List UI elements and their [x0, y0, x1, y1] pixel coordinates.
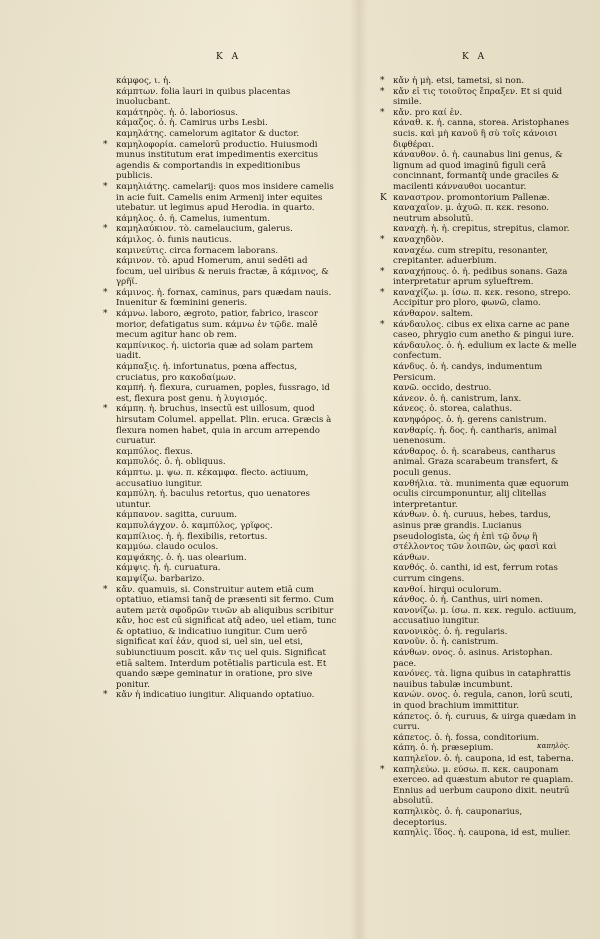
dictionary-entry [393, 637, 577, 648]
dictionary-entry [380, 764, 577, 807]
entry-text: κανηφόρος. ὁ. ἡ. gerens canistrum. [393, 415, 547, 425]
entry-text: καναστρον. promontorium Pallenæ. [393, 192, 550, 203]
margin-mark: * [380, 319, 385, 330]
margin-mark: * [103, 309, 108, 320]
entry-text: καμινεύτις. circa fornacem laborans. [116, 245, 279, 256]
entry-text: κάμπτω. μ. ψω. π. κέκαμφα. flecto. actiuum, accusatiuo iungitur. [116, 467, 309, 489]
dictionary-entry [393, 690, 577, 711]
dictionary-entry [103, 404, 338, 447]
dictionary-entry [393, 447, 577, 479]
entry-text: καναχέω. cum strepitu, resonanter, crepitanter. aduerbium. [393, 245, 548, 267]
entry-text: καμηλάτης. camelorum agitator & ductor. [116, 128, 300, 139]
entry-text: κάνθαρον. saltem. [393, 309, 473, 320]
entry-text: καπηλεῖον. ὁ. ἡ. caupona, id est, taberna. [393, 754, 574, 764]
dictionary-entry [116, 510, 338, 521]
catchword: καπηλὸς. [537, 742, 570, 750]
dictionary-entry [393, 426, 577, 447]
entry-text: καμπίνικος. ἡ. uictoria quæ ad solam partem uadit. [116, 340, 314, 362]
dictionary-entry [116, 532, 338, 543]
entry-text: καμάτηρὸς. ἡ. ὁ. laboriosus. [116, 107, 238, 118]
dictionary-entry [116, 129, 338, 140]
dictionary-entry [116, 246, 338, 257]
dictionary-entry [116, 521, 338, 532]
dictionary-entry [393, 362, 577, 383]
left-column [103, 76, 338, 701]
dictionary-entry [393, 246, 577, 267]
entry-text: καπηλικὸς. ὁ. ἡ. cauponarius, deceptorius. [393, 806, 523, 828]
entry-text: κάμινος. ἡ. fornax, caminus, pars quædam nauis. Inuenitur & fœminini generis. [116, 287, 332, 309]
entry-text: καναχήπους. ὁ. ἡ. pedibus sonans. Gaza interpretatur aprum sylueftrem. [393, 266, 568, 288]
margin-mark: * [103, 287, 108, 298]
entry-text: κἄν εἰ τις τοιοῦτος ἔπραξεν. Et si quid simile. [393, 86, 563, 108]
entry-text: καπηλὶς. ἴδος. ἡ. caupona, id est, mulier. [393, 828, 571, 839]
entry-text: κάνεον. ὁ. ἡ. canistrum, lanx. [393, 393, 522, 404]
dictionary-entry [380, 287, 577, 309]
entry-text: κάμφος, ι. ἡ. [116, 76, 171, 86]
dictionary-entry [116, 457, 338, 468]
dictionary-entry [393, 479, 577, 511]
entry-text: κανονικὸς. ὁ. ἡ. regularis. [393, 626, 508, 637]
dictionary-entry [393, 754, 577, 765]
entry-text: καμμύω. claudo oculos. [116, 542, 219, 553]
margin-mark: * [380, 86, 385, 97]
dictionary-entry [116, 341, 338, 362]
dictionary-entry [393, 383, 577, 394]
entry-text: καπηλεύω. μ. εύσω. π. κεκ. cauponam exerceo. ad quæstum abutor re quapiam. Ennius ad uerbum caupono dixit. neutrū absolutū. [393, 764, 574, 807]
dictionary-entry [116, 118, 338, 129]
margin-mark: * [103, 584, 108, 595]
margin-mark: * [103, 224, 108, 235]
dictionary-entry [116, 553, 338, 564]
dictionary-entry [393, 203, 577, 224]
margin-mark: * [380, 266, 385, 277]
entry-text: κανθήλια. τὰ. munimenta quæ equorum oculis circumponuntur, alij clitellas interpretantur. [393, 478, 569, 510]
entry-text: κάνθων. ὁ. ἡ. curuus, hebes, tardus, asinus præ grandis. Lucianus pseudologista, ὡς ἡ ἐπὶ τῷ ὄνῳ ἢ στέλλοντος τῶν λοιπῶν, ὡς φασὶ καὶ κάνθων. [393, 510, 557, 563]
dictionary-entry [393, 585, 577, 596]
dictionary-entry [380, 107, 577, 119]
dictionary-entry [393, 415, 577, 426]
entry-text: κάναυθον. ὁ. ἡ. caunabus lini genus, & lignum ad quod imaginū figuli cerā concinnant, formantq̃ unde graciles & macilenti κάνναυθοι uocantur. [393, 150, 563, 192]
dictionary-entry [103, 309, 338, 341]
margin-mark: K [380, 192, 387, 203]
margin-mark: * [103, 181, 108, 192]
entry-text: κάμπανον. sagitta, curuum. [116, 510, 237, 521]
entry-text: κἄν ἡ μὴ. etsi, tametsi, si non. [393, 76, 525, 86]
dictionary-entry [116, 235, 338, 246]
entry-text: καναχίζω. μ. ίσω. π. κεκ. resono, strepo. Accipitur pro ploro, φωνῶ, clamo. [393, 287, 571, 309]
entry-text: κανθοί. hirqui oculorum. [393, 584, 502, 595]
entry-text: κάμιλος. ὁ. funis nauticus. [116, 234, 232, 245]
dictionary-entry [103, 584, 338, 691]
entry-text: κάμπτων. folia lauri in quibus placentas inuolucbant. [116, 86, 291, 108]
entry-text: κάμινον. τὸ. apud Homerum, anui sedēti ad focum, uel uiribus & neruis fractæ, ā κάμινος, & γρῆϊ. [116, 256, 329, 288]
dictionary-entry [393, 309, 577, 320]
dictionary-entry [116, 468, 338, 489]
entry-text: κάμαζος. ὁ. ἡ. Camirus urbs Lesbi. [116, 118, 268, 129]
entry-text: κάμνω. laboro, ægroto, patior, fabrico, irascor morior, defatigatus sum. κάμνω ἐν τῷδε. malē mecum agitur hanc ob rem. [116, 309, 318, 341]
margin-mark: * [103, 139, 108, 150]
dictionary-entry [116, 489, 338, 510]
entry-text: κανοῦν. ὁ. ἡ. canistrum. [393, 637, 499, 648]
dictionary-entry [116, 76, 338, 87]
entry-text: κάνδαυλος. cibus ex elixa carne ac pane caseo, phrygio cum anetho & pingui iure. [393, 319, 574, 341]
entry-text: κανών. ονος. ὁ. regula, canon, lorū scuti, in quod brachium immittitur. [393, 690, 573, 712]
entry-text: κανονίζω. μ. ίσω. π. κεκ. regulo. actiuum, accusatiuo iungitur. [393, 605, 577, 627]
entry-text: κανθός. ὁ. canthi, id est, ferrum rotas currum cingens. [393, 563, 558, 584]
dictionary-entry [393, 394, 577, 405]
dictionary-entry [380, 86, 577, 108]
dictionary-entry [380, 234, 577, 246]
dictionary-entry [393, 648, 577, 669]
entry-text: καναχηδὸν. [393, 234, 444, 245]
dictionary-entry [393, 595, 577, 606]
dictionary-entry [393, 606, 577, 627]
entry-text: κἄν ἡ indicatiuo iungitur. Aliquando optatiuo. [116, 690, 315, 701]
dictionary-entry [116, 362, 338, 383]
margin-mark: * [103, 404, 108, 415]
entry-text: καμπή. ἡ. flexura, curuamen, poples, fussrago, id est, flexura post genu. ἡ λυγισμός. [116, 383, 330, 404]
entry-text: κάναθ. κ. ἡ. canna, storea. Aristophanes sucis. καὶ μὴ κανοῦ ἢ σὺ τοῖς κάνοισι διφθέραι. [393, 118, 569, 150]
margin-mark: * [380, 764, 385, 775]
dictionary-entry [116, 447, 338, 458]
entry-text: κἄν. pro καί ἐν. [393, 107, 463, 118]
dictionary-entry [116, 563, 338, 574]
dictionary-entry [393, 712, 577, 733]
dictionary-entry [380, 76, 577, 87]
entry-text: καμηλοφορία. camelorū productio. Huiusmodi munus institutum erat impedimentis exercitus agendis & comportandis in expeditionibus publicis. [116, 139, 319, 182]
page-gutter-shadow [350, 0, 368, 939]
entry-text: κάπη. ὁ. ἡ. præsepium. [393, 743, 494, 754]
margin-mark: * [380, 107, 385, 118]
entry-text: καμπυλάγχον. ὁ. καμπύλος, γρῖφος. [116, 520, 273, 531]
dictionary-entry [103, 181, 338, 214]
entry-text: καμηλιάτης. camelarij: quos mos insidere camelis in acie fuit. Camelis enim Armenij inter equites utebatur. ut legimus apud Herodia. in quarto. [116, 181, 334, 214]
entry-text: κἄν. quamuis, si. Construitur autem etiā cum optatiuo, etiamsi tanq̄ de præsenti sit fermo. Cum autem μετὰ σφοδρῶν τινῶν ab aliquibus scribitur κἄν, hoc est cū significat atq̃ adeo, uel etiam, tunc & optatiuo, & indicatiuo iungitur. Cum uerō significat καί ἐάν, quod si, uel sin, uel etsi, subiunctiuum poscit. κἄν τις uel quis. Significat etiā saltem. Interdum potētialis particula est. Et quando sæpe geminatur in oratione, pro sive ponitur. [116, 584, 337, 690]
dictionary-entry [116, 256, 338, 288]
entry-text: κάμπαξις. ἡ. infortunatus, pœna affectus, cruciatus, pro κακοδαίμων. [116, 362, 298, 383]
dictionary-entry [393, 828, 577, 839]
margin-mark: * [103, 690, 108, 701]
dictionary-entry [380, 192, 577, 204]
entry-text: κάπετος. ὁ. ἡ. fossa, conditorium. [393, 732, 540, 743]
dictionary-entry [116, 214, 338, 225]
dictionary-entry [116, 87, 338, 108]
entry-text: κάνδυς. ὁ. ἡ. candys, indumentum Persicum. [393, 362, 543, 383]
entry-text: καμηλαύκιον. τὸ. camelaucium, galerus. [116, 224, 293, 235]
dictionary-entry [393, 510, 577, 563]
entry-text: καμπυλός. ὁ. ἡ. obliquus. [116, 457, 226, 468]
entry-text: κάμψις. ἡ. ἡ. curuatura. [116, 563, 221, 574]
entry-text: κάνθων. ονος. ὁ. asinus. Aristophan. pace. [393, 648, 553, 669]
dictionary-entry [393, 627, 577, 638]
entry-text: κάνθαρος. ὁ. ἡ. scarabeus, cantharus animal. Graza scarabeum transfert, & poculi genus. [393, 446, 559, 478]
signature-mark-right: K A [462, 52, 488, 62]
entry-text: κάνδαυλος. ὁ. ἡ. edulium ex lacte & melle confectum. [393, 340, 577, 362]
dictionary-entry [116, 108, 338, 119]
dictionary-entry [116, 574, 338, 585]
dictionary-entry [393, 224, 577, 235]
dictionary-entry [103, 690, 338, 701]
entry-text: κάμπη. ἡ. bruchus, insectū est uillosum, quod hirsutam Columel. appellat. Plin. eruca. Græcis à flexura nomen habet, quia in arcum arrependo curuatur. [116, 404, 332, 447]
entry-text: καμψίζω. barbarizo. [116, 573, 205, 584]
dictionary-entry [393, 807, 577, 828]
entry-text: καμπίλιος. ἡ. ἡ. flexibilis, retortus. [116, 531, 268, 542]
entry-text: κάμηλος. ὁ. ἡ. Camelus, iumentum. [116, 213, 271, 224]
signature-mark-left: K A [216, 52, 242, 62]
entry-text: κανόνες. τὰ. ligna quibus in cataphrattis nauibus tabulæ incumbunt. [393, 669, 571, 690]
dictionary-entry [103, 224, 338, 235]
entry-text: κάνεος. ὁ. storea, calathus. [393, 404, 513, 415]
dictionary-entry [116, 383, 338, 404]
dictionary-entry [380, 319, 577, 341]
entry-text: κανθαρίς. ἡ. δος. ἡ. cantharis, animal uenenosum. [393, 425, 557, 447]
entry-text: κάνθος. ὁ. ἡ. Canthus, uiri nomen. [393, 595, 543, 606]
dictionary-entry [393, 341, 577, 362]
entry-text: καναχαῖον. μ. ἀχυῶ. π. κεκ. resono. neutrum absolutū. [393, 203, 550, 224]
dictionary-entry [393, 669, 577, 690]
right-column [380, 76, 577, 839]
dictionary-entry [393, 150, 577, 192]
dictionary-entry [103, 287, 338, 309]
dictionary-entry [393, 563, 577, 584]
dictionary-entry [103, 139, 338, 182]
margin-mark: * [380, 76, 385, 86]
entry-text: καμπύλος. flexus. [116, 446, 193, 457]
dictionary-entry [116, 542, 338, 553]
dictionary-entry [393, 404, 577, 415]
dictionary-entry [393, 118, 577, 150]
margin-mark: * [380, 234, 385, 245]
dictionary-entry [380, 266, 577, 288]
margin-mark: * [380, 287, 385, 298]
entry-text: καμψάκης. ὁ. ἡ. uas olearium. [116, 552, 247, 563]
entry-text: κάπετος. ὁ. ἡ. curuus, & uirga quædam in curru. [393, 711, 577, 733]
entry-text: κανῶ. occido, destruo. [393, 383, 492, 394]
entry-text: καναχὴ. ἡ. ἡ. crepitus, strepitus, clamor. [393, 224, 570, 235]
entry-text: καμπύλη. ἡ. baculus retortus, quo uenatores utuntur. [116, 489, 310, 510]
